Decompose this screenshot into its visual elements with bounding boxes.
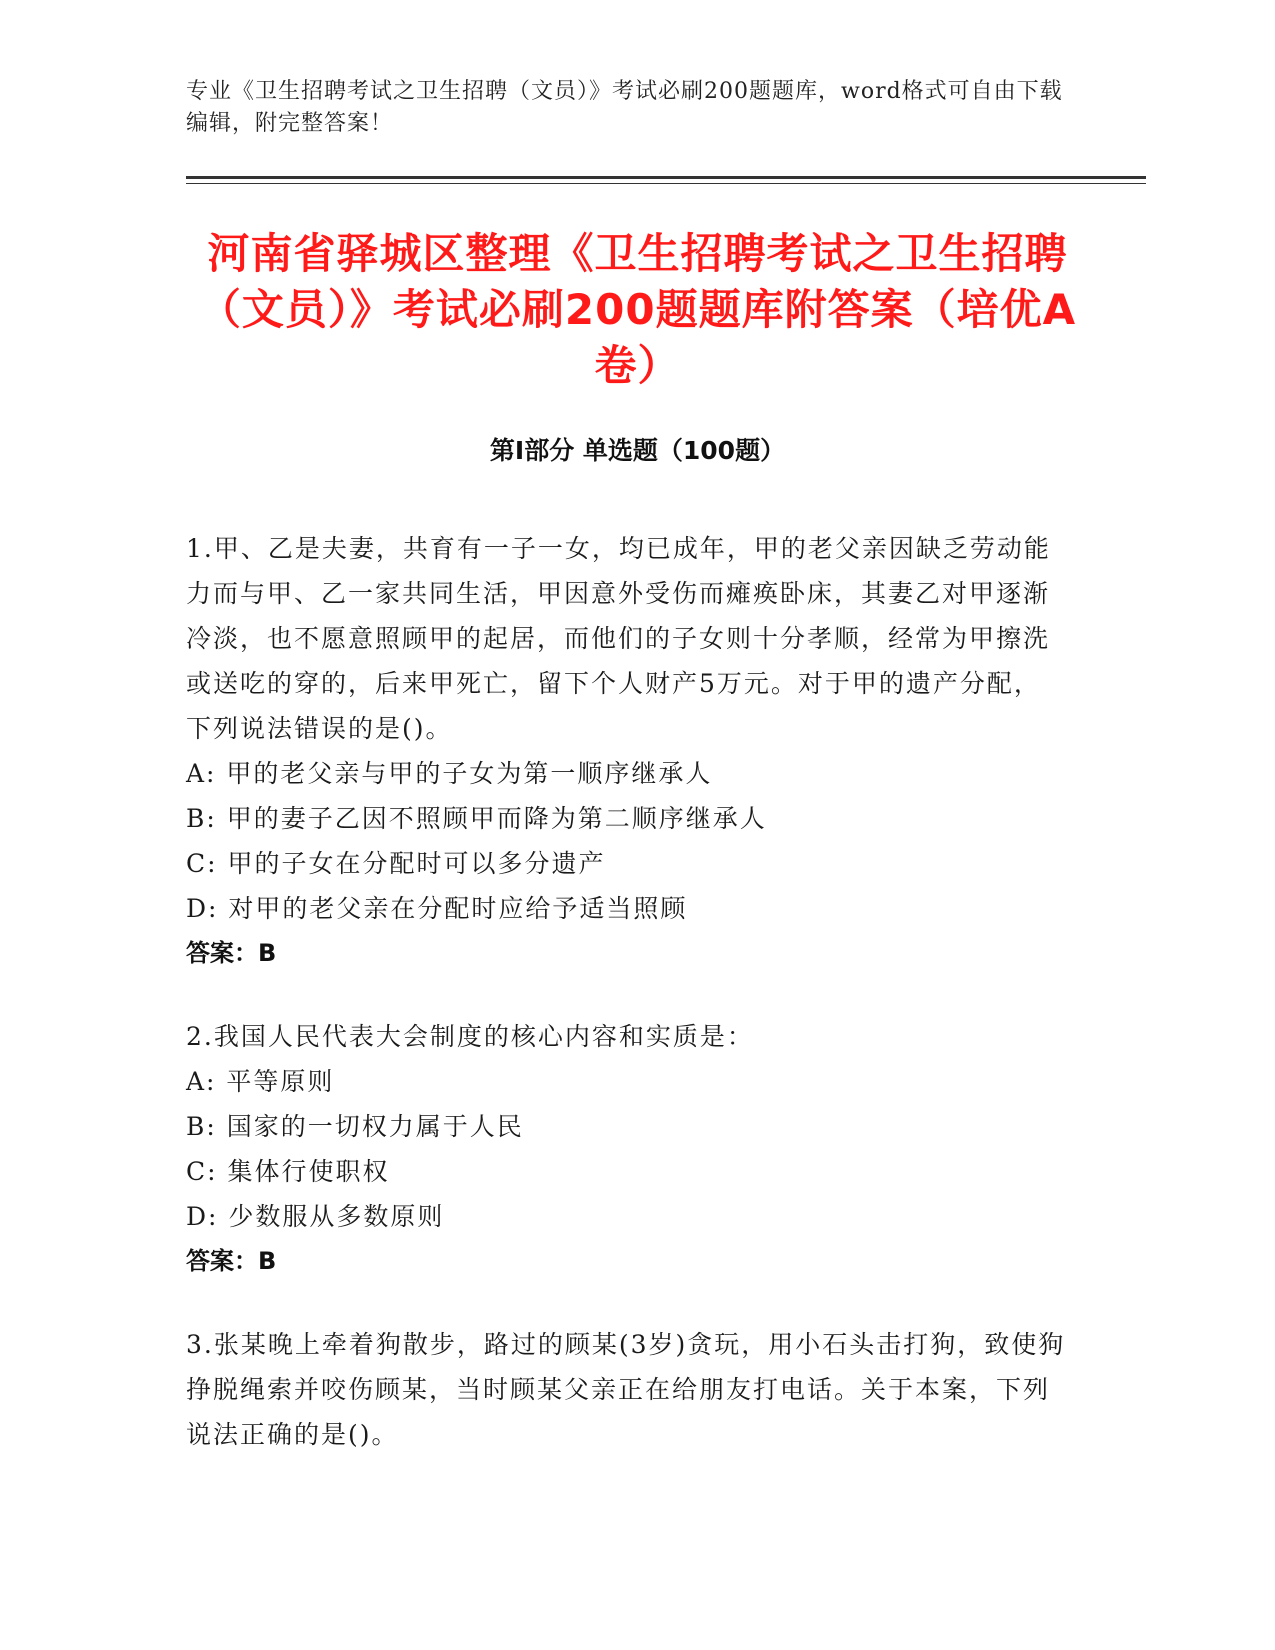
question-stem: 1.甲、乙是夫妻，共育有一子一女，均已成年，甲的老父亲因缺乏劳动能力而与甲、乙一家共同生活，甲因意外受伤而瘫痪卧床，其妻乙对甲逐渐冷淡，也不愿意照顾甲的起居，而他们的子女则十分孝顺，经常为甲擦洗或送吃的穿的，后来甲死亡，留下个人财产5万元。对于甲的遗产分配，下列说法错误的是()。 bbox=[186, 534, 1051, 743]
question-list bbox=[186, 526, 1066, 1495]
option-c: C: 集体行使职权 bbox=[186, 1157, 390, 1186]
option-a: A: 平等原则 bbox=[186, 1067, 335, 1096]
document-title: 河南省驿城区整理《卫生招聘考试之卫生招聘（文员）》考试必刷200题题库附答案（培优A卷） bbox=[198, 229, 1077, 390]
option-d: D: 少数服从多数原则 bbox=[186, 1202, 445, 1231]
section-title: 第Ⅰ部分 单选题（100题） bbox=[489, 436, 786, 465]
question-stem: 3.张某晚上牵着狗散步，路过的顾某(3岁)贪玩，用小石头击打狗，致使狗挣脱绳索并咬伤顾某，当时顾某父亲正在给朋友打电话。关于本案，下列说法正确的是()。 bbox=[186, 1330, 1066, 1449]
option-a: A: 甲的老父亲与甲的子女为第一顺序继承人 bbox=[186, 759, 713, 788]
option-d: D: 对甲的老父亲在分配时应给予适当照顾 bbox=[186, 894, 688, 923]
question-2 bbox=[186, 1014, 1066, 1284]
option-c: C: 甲的子女在分配时可以多分遗产 bbox=[186, 849, 606, 878]
answer: 答案：B bbox=[186, 939, 277, 967]
header-note: 专业《卫生招聘考试之卫生招聘（文员）》考试必刷200题题库，word格式可自由下载编辑，附完整答案！ bbox=[186, 79, 1063, 136]
option-b: B: 甲的妻子乙因不照顾甲而降为第二顺序继承人 bbox=[186, 804, 767, 833]
option-b: B: 国家的一切权力属于人民 bbox=[186, 1112, 524, 1141]
question-stem: 2.我国人民代表大会制度的核心内容和实质是： bbox=[186, 1022, 754, 1051]
header-divider-thick bbox=[186, 176, 1146, 179]
question-3 bbox=[186, 1322, 1066, 1457]
question-1 bbox=[186, 526, 1066, 976]
header-divider-thin bbox=[186, 183, 1146, 184]
answer: 答案：B bbox=[186, 1247, 277, 1275]
